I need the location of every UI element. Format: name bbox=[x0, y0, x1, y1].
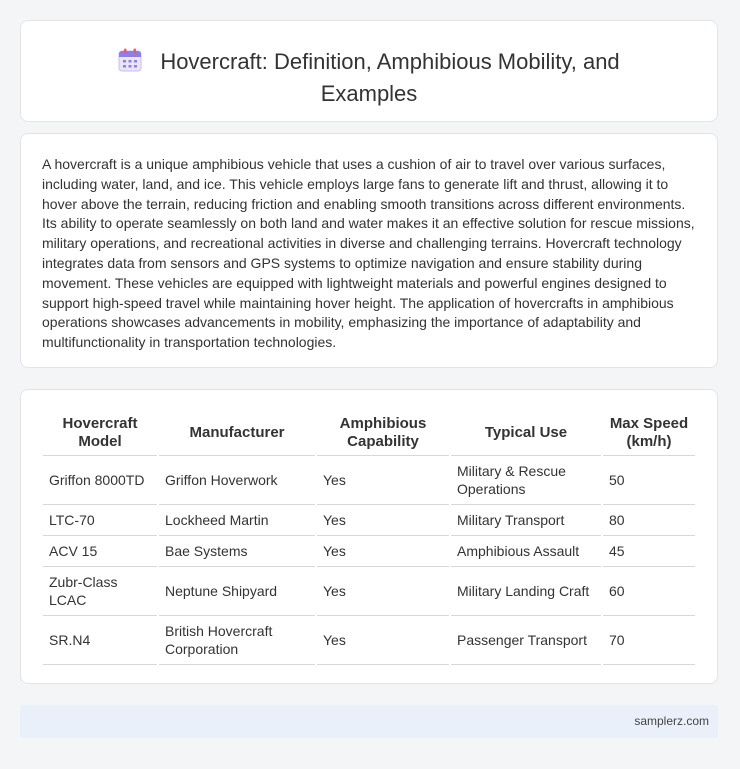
cell-model: SR.N4 bbox=[43, 616, 157, 665]
column-header-amphibious: Amphibious Capability bbox=[317, 412, 449, 456]
hovercraft-table bbox=[41, 412, 697, 665]
cell-manufacturer: British Hovercraft Corporation bbox=[159, 616, 315, 665]
cell-typical-use: Military & Rescue Operations bbox=[451, 456, 601, 505]
cell-typical-use: Amphibious Assault bbox=[451, 536, 601, 567]
cell-max-speed: 50 bbox=[603, 456, 695, 505]
table-row bbox=[43, 536, 695, 567]
column-header-typical-use: Typical Use bbox=[451, 412, 601, 456]
cell-amphibious: Yes bbox=[317, 505, 449, 536]
cell-typical-use: Military Landing Craft bbox=[451, 567, 601, 616]
cell-amphibious: Yes bbox=[317, 616, 449, 665]
table-header-row bbox=[43, 412, 695, 456]
cell-max-speed: 80 bbox=[603, 505, 695, 536]
cell-max-speed: 70 bbox=[603, 616, 695, 665]
cell-manufacturer: Bae Systems bbox=[159, 536, 315, 567]
description-card bbox=[20, 133, 718, 368]
cell-model: Griffon 8000TD bbox=[43, 456, 157, 505]
cell-manufacturer: Lockheed Martin bbox=[159, 505, 315, 536]
column-header-max-speed: Max Speed (km/h) bbox=[603, 412, 695, 456]
cell-amphibious: Yes bbox=[317, 456, 449, 505]
cell-model: ACV 15 bbox=[43, 536, 157, 567]
footer-site-link[interactable]: samplerz.com bbox=[634, 714, 709, 728]
description-text: A hovercraft is a unique amphibious vehicle that uses a cushion of air to travel over various surfaces, including water, land, and ice. This vehicle employs large fans to generate lift and thrust, allowing it to hover above the terrain, reducing friction and enabling smooth transitions across different environments. Its ability to operate seamlessly on both land and water makes it an effective solution for rescue missions, military operations, and recreational activities in diverse and challenging terrains. Hovercraft technology integrates data from sensors and GPS systems to optimize navigation and ensure stability during movement. These vehicles are equipped with lightweight materials and powerful engines designed to support high-speed travel while maintaining hover height. The application of hovercrafts in amphibious operations showcases advancements in mobility, emphasizing the importance of adaptability and multifunctionality in transportation technologies. bbox=[42, 156, 695, 351]
cell-manufacturer: Griffon Hoverwork bbox=[159, 456, 315, 505]
table-row bbox=[43, 616, 695, 665]
cell-model: Zubr-Class LCAC bbox=[43, 567, 157, 616]
cell-typical-use: Passenger Transport bbox=[451, 616, 601, 665]
cell-typical-use: Military Transport bbox=[451, 505, 601, 536]
title-card bbox=[20, 20, 718, 122]
page-title bbox=[21, 47, 717, 108]
column-header-model: Hovercraft Model bbox=[43, 412, 157, 456]
title-line-2: Examples bbox=[320, 81, 418, 106]
cell-manufacturer: Neptune Shipyard bbox=[159, 567, 315, 616]
cell-max-speed: 60 bbox=[603, 567, 695, 616]
table-row bbox=[43, 567, 695, 616]
table-card bbox=[20, 389, 718, 684]
column-header-manufacturer: Manufacturer bbox=[159, 412, 315, 456]
table-row bbox=[43, 456, 695, 505]
title-line-1: Hovercraft: Definition, Amphibious Mobility, and bbox=[160, 49, 620, 74]
cell-max-speed: 45 bbox=[603, 536, 695, 567]
footer bbox=[20, 705, 718, 738]
calendar-icon bbox=[118, 48, 142, 79]
cell-amphibious: Yes bbox=[317, 536, 449, 567]
cell-model: LTC-70 bbox=[43, 505, 157, 536]
table-row bbox=[43, 505, 695, 536]
cell-amphibious: Yes bbox=[317, 567, 449, 616]
